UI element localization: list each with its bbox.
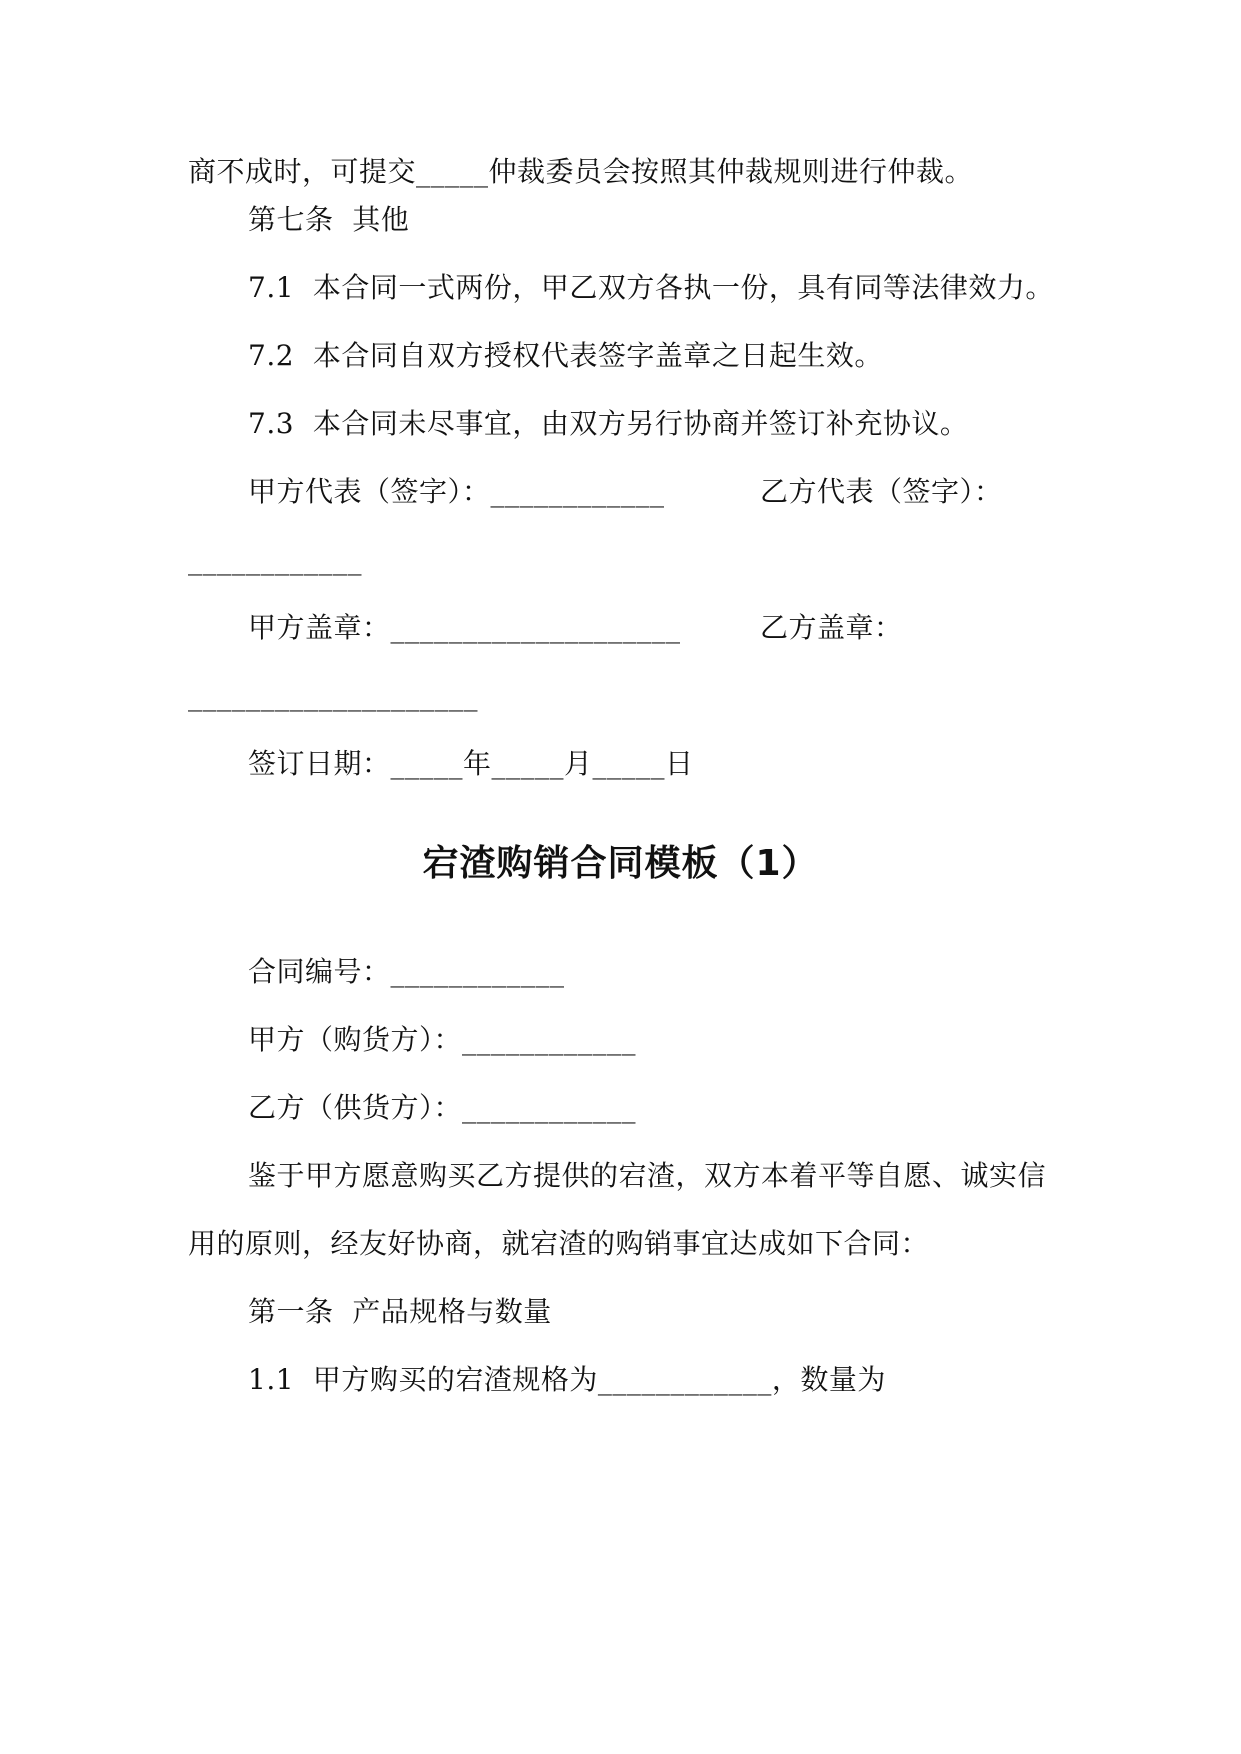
preamble-line-2: 用的原则，经友好协商，就宕渣的购销事宜达成如下合同： (188, 1227, 930, 1260)
clause-1-1: 1.1 甲方购买的宕渣规格为____________，数量为 (248, 1363, 886, 1396)
clause-7-3: 7.3 本合同未尽事宜，由双方另行协商并签订补充协议。 (248, 407, 969, 440)
clause-7-1: 7.1 本合同一式两份，甲乙双方各执一份，具有同等法律效力。 (248, 271, 1054, 304)
article-7-heading: 第七条 其他 (248, 203, 410, 236)
party-b-representative-blank: ____________ (188, 543, 362, 576)
preamble-line-1: 鉴于甲方愿意购买乙方提供的宕渣，双方本着平等自愿、诚实信 (248, 1159, 1047, 1192)
party-a-buyer: 甲方（购货方）：____________ (248, 1023, 637, 1056)
party-a-seal: 甲方盖章：____________________ (248, 611, 681, 644)
contract-number: 合同编号：____________ (248, 955, 565, 988)
party-a-representative-signature: 甲方代表（签字）：____________ (248, 475, 665, 508)
party-b-seal-blank: ____________________ (188, 679, 478, 712)
article-1-heading: 第一条 产品规格与数量 (248, 1295, 552, 1328)
document-title: 宕渣购销合同模板（1） (422, 843, 819, 884)
party-b-supplier: 乙方（供货方）：____________ (248, 1091, 637, 1124)
clause-7-2: 7.2 本合同自双方授权代表签字盖章之日起生效。 (248, 339, 883, 372)
continued-arbitration-line: 商不成时，可提交_____仲裁委员会按照其仲裁规则进行仲裁。 (188, 155, 974, 188)
party-b-representative-signature: 乙方代表（签字）： (760, 475, 1003, 508)
signing-date: 签订日期：_____年_____月_____日 (248, 747, 694, 780)
party-b-seal: 乙方盖章： (760, 611, 903, 644)
